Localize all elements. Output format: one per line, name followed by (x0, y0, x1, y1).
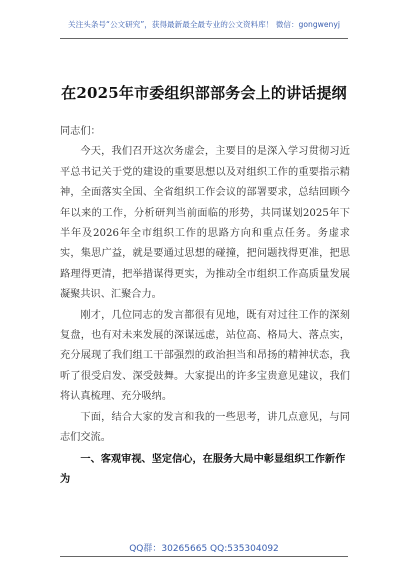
paragraph-feedback: 刚才，几位同志的发言都很有见地，既有对过往工作的深刻复盘，也有对未来发展的深谋远虑，站位高、格局大、落点实，充分展现了我们组工干部强烈的政治担当和昂扬的精神状态，我听了很受启发、深受鼓舞。大家提出的许多宝贵意见建议，我们将认真梳理、充分吸纳。 (60, 309, 350, 403)
document-body (60, 122, 350, 489)
footer-note: QQ群：30265665 QQ:535304092 (129, 544, 279, 554)
paragraph-transition: 下面，结合大家的发言和我的一些思考，讲几点意见，与同志们交流。 (60, 411, 350, 444)
paragraph-intro: 今天，我们召开这次务虚会，主要目的是深入学习贯彻习近平总书记关于党的建设的重要思想以及对组织工作的重要指示精神，全面落实全国、全省组织工作会议的部署要求，总结回顾今年以来的工作，分析研判当前面临的形势，共同谋划2025年下半年及2026年全市组织工作的思路方向和重点任务。务虚求实，集思广益，就是要通过思想的碰撞，把问题找得更准，把思路理得更清，把举措谋得更实，为推动全市组织工作高质量发展凝聚共识、汇聚合力。 (60, 146, 350, 301)
footer-divider (60, 556, 348, 557)
header-divider (60, 38, 348, 39)
section-heading: 一、客观审视、坚定信心，在服务大局中彰显组织工作新作为 (60, 452, 346, 485)
salutation: 同志们： (60, 126, 101, 137)
header-note: 关注头条号“公文研究”，获得最新最全最专业的公文资料库！ 微信：gongwenyj (68, 20, 340, 29)
document-title: 在2025年市委组织部部务会上的讲话提纲 (61, 84, 347, 102)
